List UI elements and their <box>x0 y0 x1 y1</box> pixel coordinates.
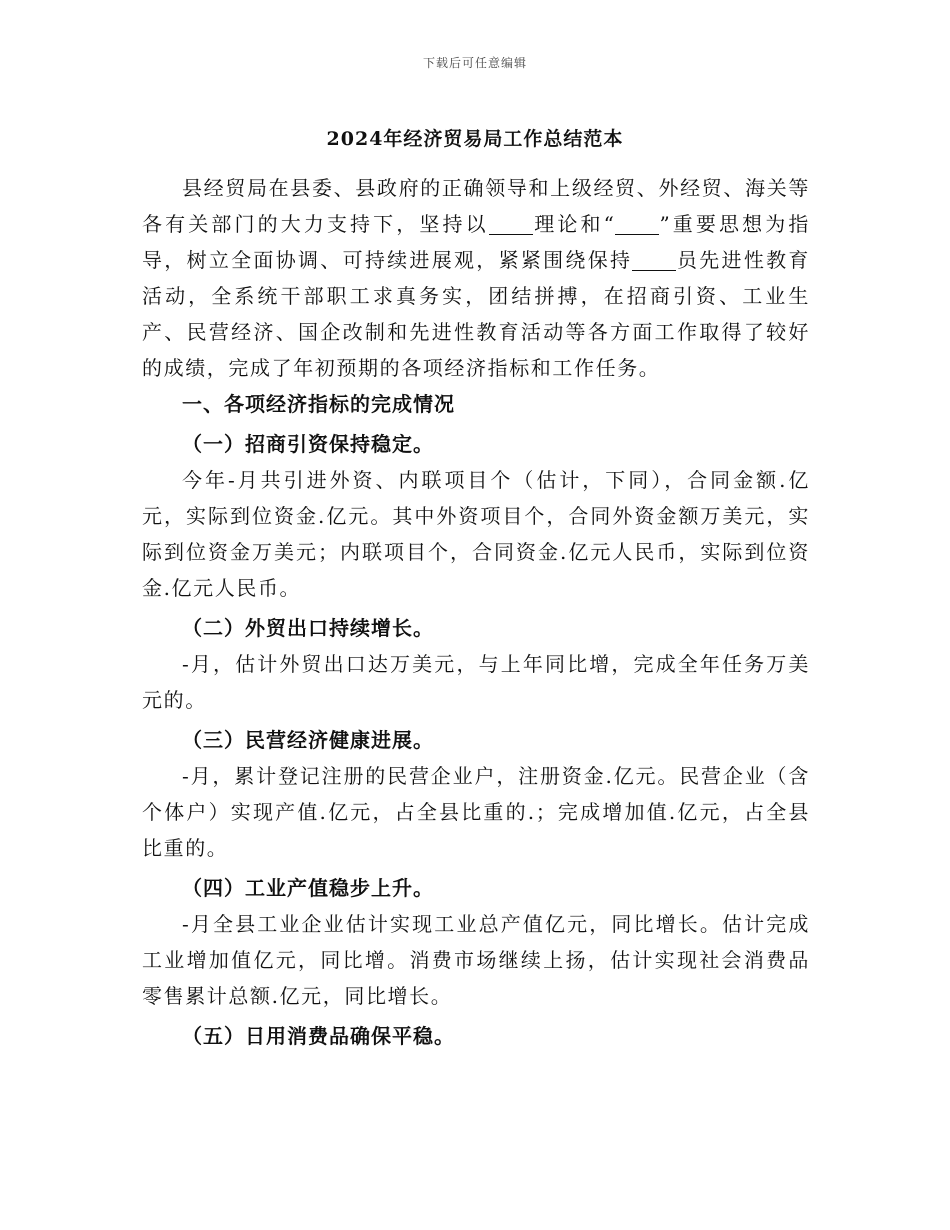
subsection-paragraph-4: -月全县工业企业估计实现工业总产值亿元，同比增长。估计完成工业增加值亿元，同比增。消费市场继续上扬，估计实现社会消费品零售累计总额.亿元，同比增长。 <box>142 912 810 1008</box>
document-body <box>142 170 810 1054</box>
intro-text-1: 县经贸局在县委、县政府的正确领导和上级经贸、外经贸、海关等各有关部门的大力支持下，坚持以 <box>142 176 810 236</box>
section-heading: 一、各项经济指标的完成情况 <box>182 392 455 416</box>
blank-line <box>632 248 676 271</box>
intro-text-4: 员先进性教育活动，全系统干部职工求真务实，团结拼搏，在招商引资、工业生产、民营经济、国企改制和先进性教育活动等各方面工作取得了较好的成绩，完成了年初预期的各项经济指标和工作任务。 <box>142 248 810 380</box>
header-note: 下载后可任意编辑 <box>422 56 527 70</box>
intro-paragraph <box>142 170 810 386</box>
blank-line <box>489 212 533 235</box>
intro-text-2: 理论和“ <box>532 212 616 236</box>
intro-text-3: ”重要思想为指导，树立全面协调、可持续进展观，紧紧围绕保持 <box>142 212 810 272</box>
blank-line <box>615 212 659 235</box>
subsection-heading-4: （四）工业产值稳步上升。 <box>182 876 434 900</box>
subsection-heading-5: （五）日用消费品确保平稳。 <box>182 1024 455 1048</box>
subsection-paragraph-1: 今年-月共引进外资、内联项目个（估计，下同），合同金额.亿元，实际到位资金.亿元。其中外资项目个，合同外资金额万美元，实际到位资金万美元；内联项目个，合同资金.亿元人民币，实际到位资金.亿元人民币。 <box>142 468 810 600</box>
subsection-heading-3: （三）民营经济健康进展。 <box>182 728 434 752</box>
document-title: 2024年经济贸易局工作总结范本 <box>326 128 624 150</box>
subsection-heading-1: （一）招商引资保持稳定。 <box>182 432 434 456</box>
subsection-paragraph-2: -月，估计外贸出口达万美元，与上年同比增，完成全年任务万美元的。 <box>142 652 810 712</box>
subsection-paragraph-3: -月，累计登记注册的民营企业户，注册资金.亿元。民营企业（含个体户）实现产值.亿元，占全县比重的.；完成增加值.亿元，占全县比重的。 <box>142 764 810 860</box>
subsection-heading-2: （二）外贸出口持续增长。 <box>182 616 434 640</box>
